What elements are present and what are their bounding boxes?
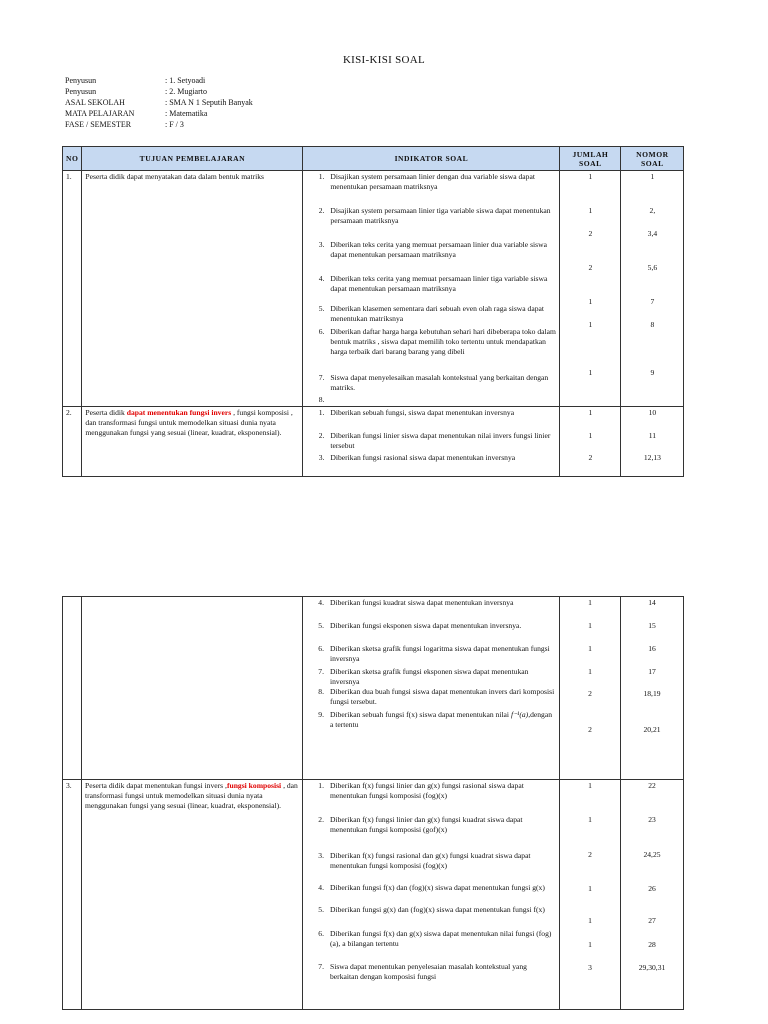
row-number: 3. [63,780,82,1010]
meta-value: : Matematika [165,109,208,118]
table-cell-value: 3 [588,963,592,972]
table-cell-value: 2 [588,453,593,462]
table-row [63,171,684,407]
meta-row [65,97,253,108]
table-cell-value: 12,13 [643,453,661,462]
table-header-row [63,147,684,171]
row-nomor [621,407,684,477]
nomor-value: 7 [650,297,655,306]
nomor-value: 3,4 [647,229,658,238]
indikator-item: 9. Diberikan sebuah fungsi f(x) siswa dapat menentukan nilai f⁻¹(a),dengan a tertentu [318,710,553,729]
table-cell-value: 2 [588,850,592,859]
indikator-item: 2. Disajikan system persamaan linier tiga variable siswa dapat menentukan persamaan matriksnya [318,206,551,225]
indikator-item: 7. Diberikan sketsa grafik fungsi eksponen siswa dapat menentukan inversnya [318,667,529,686]
table-cell-value: 1 [588,781,592,790]
table-cell-value: 1 [588,644,592,653]
table-cell-value: 23 [648,815,656,824]
row-indikator [303,780,560,1010]
table-cell-value: 1 [588,621,592,630]
indikator-item: 8. Diberikan dua buah fungsi siswa dapat menentukan invers dari komposisi fungsi tersebut. [318,687,555,706]
table-cell-value: 1 [588,408,593,417]
indikator-item: 4. Diberikan fungsi kuadrat siswa dapat menentukan inversnya [318,598,514,607]
indikator-item: 3. Diberikan fungsi rasional siswa dapat menentukan inversnya [318,453,516,462]
header-jumlah: JUMLAH SOAL [560,147,621,171]
row-tujuan: Peserta didik dapat menentukan fungsi invers ,fungsi komposisi , dan transformasi fungsi untuk memodelkan situasi dunia nyata menggunakan fungsi yang sesuai (linear, kuadrat, eksponensial). [82,780,303,1010]
meta-key: FASE / SEMESTER [65,120,132,129]
indikator-item: 1. Diberikan sebuah fungsi, siswa dapat menentukan inversnya [318,408,515,417]
table-cell-value: 27 [648,916,656,925]
jumlah-value: 1 [588,172,593,181]
table-cell-value: 14 [648,598,656,607]
table-cell-value: 24,25 [643,850,661,859]
row-nomor [621,780,684,1010]
jumlah-value: 1 [588,206,593,215]
meta-value: : 1. Setyoadi [165,76,206,85]
meta-key: ASAL SEKOLAH [65,98,125,107]
meta-value: : F / 3 [165,120,184,129]
table-cell-value: 1 [588,884,592,893]
meta-key: Penyusun [65,76,97,85]
indikator-item: 5. Diberikan fungsi eksponen siswa dapat menentukan inversnya. [318,621,522,630]
indikator-item: 6. Diberikan fungsi f(x) dan g(x) siswa dapat menentukan nilai fungsi (fog)(a), a bilangan tertentu [318,929,552,948]
formula-inverse: f⁻¹(a) [510,710,529,719]
table-cell-value: 28 [648,940,656,949]
table-cell-value: 18,19 [643,689,661,698]
table-cell-value: 2 [588,689,592,698]
meta-value: : 2. Mugiarto [165,87,207,96]
header-indikator: INDIKATOR SOAL [303,147,560,171]
table-cell-value: 2 [588,725,592,734]
table-cell-value: 1 [588,431,593,440]
row-number: 2. [63,407,82,477]
header-no: NO [63,147,82,171]
row-indikator [303,407,560,477]
header-tujuan: TUJUAN PEMBELAJARAN [82,147,303,171]
indikator-item: 6. Diberikan sketsa grafik fungsi logaritma siswa dapat menentukan fungsi inversnya [318,644,550,663]
indikator-item: 4. Diberikan teks cerita yang memuat persamaan linier tiga variable siswa dapat menentukan persamaan matriksnya [318,274,548,293]
header-nomor: NOMOR SOAL [621,147,684,171]
indikator-item: 4. Diberikan fungsi f(x) dan (fog)(x) siswa dapat menentukan fungsi g(x) [318,883,545,892]
row-jumlah [560,171,621,407]
indikator-item: 2. Diberikan fungsi linier siswa dapat menentukan nilai invers fungsi linier tersebut [318,431,551,450]
table-cell-value: 26 [648,884,656,893]
table-cell-value: 20,21 [643,725,661,734]
indikator-item: 7. Siswa dapat menentukan penyelesaian masalah kontekstual yang berkaitan dengan komposisi fungsi [318,962,527,981]
table-cell-value: 1 [588,667,592,676]
row-jumlah [560,407,621,477]
row-nomor [621,171,684,407]
meta-key: Penyusun [65,87,97,96]
table-row [63,597,684,780]
table-cell-value: 1 [588,916,592,925]
table-row [63,780,684,1010]
meta-row [65,119,253,130]
indikator-item: 3. Diberikan f(x) fungsi rasional dan g(x) fungsi kuadrat siswa dapat menentukan fungsi komposisi (fog)(x) [318,851,531,870]
table-cell-value: 10 [648,408,657,417]
indikator-item: 1. Disajikan system persamaan linier dengan dua variable siswa dapat menentukan persamaan matriksnya [318,172,535,191]
indikator-item: 6. Diberikan daftar harga harga kebutuhan sehari hari dibeberapa toko dalam bentuk matriks , siswa dapat memilih toko tertentu untuk mendapatkan harga terbaik dari barang barang yang dibeli [318,327,556,356]
nomor-value: 5,6 [647,263,658,272]
jumlah-value: 1 [588,320,593,329]
row-indikator [303,171,560,407]
meta-value: : SMA N 1 Seputih Banyak [165,98,253,107]
indikator-item: 7. Siswa dapat menyelesaikan masalah kontekstual yang berkaitan dengan matriks. [318,373,549,392]
indikator-item: 5. Diberikan fungsi g(x) dan (fog)(x) siswa dapat menentukan fungsi f(x) [318,905,545,914]
highlight-text: dapat menentukan fungsi invers [126,408,232,417]
row-jumlah [560,780,621,1010]
row-indikator [303,597,560,780]
meta-row [65,108,253,119]
nomor-value: 8 [650,320,655,329]
row-number: 1. [63,171,82,407]
table-cell-value: 15 [648,621,656,630]
kisi-kisi-table-page-2 [62,596,684,1010]
row-number [63,597,82,780]
nomor-value: 1 [650,172,655,181]
kisi-kisi-table-page-1 [62,146,684,477]
document-title: KISI-KISI SOAL [342,54,426,66]
table-cell-value: 22 [648,781,656,790]
table-cell-value: 1 [588,815,592,824]
indikator-item: 3. Diberikan teks cerita yang memuat persamaan linier dua variable siswa dapat menentukan persamaan matriksnya [318,240,547,259]
nomor-value: 2, [649,206,656,215]
table-cell-value: 17 [648,667,656,676]
row-jumlah [560,597,621,780]
row-tujuan [82,597,303,780]
meta-row [65,75,253,86]
indikator-item: 2. Diberikan f(x) fungsi linier dan g(x) fungsi kuadrat siswa dapat menentukan fungsi komposisi (gof)(x) [318,815,523,834]
indikator-item: 1. Diberikan f(x) fungsi linier dan g(x) fungsi rasional siswa dapat menentukan fungsi komposisi (fog)(x) [318,781,524,800]
document-meta [65,75,253,130]
meta-key: MATA PELAJARAN [65,109,135,118]
table-row [63,407,684,477]
jumlah-value: 2 [588,263,593,272]
table-cell-value: 11 [648,431,657,440]
table-cell-value: 1 [588,940,592,949]
row-tujuan: Peserta didik dapat menyatakan data dalam bentuk matriks [82,171,303,407]
table-cell-value: 29,30,31 [638,963,666,972]
jumlah-value: 2 [588,229,593,238]
jumlah-value: 1 [588,368,593,377]
table-cell-value: 16 [648,644,656,653]
table-cell-value: 1 [588,598,592,607]
meta-row [65,86,253,97]
indikator-item: 8. [318,395,325,404]
nomor-value: 9 [650,368,655,377]
row-tujuan: Peserta didik dapat menentukan fungsi invers , fungsi komposisi , dan transformasi fungsi untuk memodelkan situasi dunia nyata menggunakan fungsi yang sesuai (linear, kuadrat, eksponensial). [82,407,303,477]
indikator-item: 5. Diberikan klasemen sementara dari sebuah even olah raga siswa dapat menentukan matriksnya [318,304,544,323]
jumlah-value: 1 [588,297,593,306]
highlight-text: fungsi komposisi [226,781,282,790]
row-nomor [621,597,684,780]
